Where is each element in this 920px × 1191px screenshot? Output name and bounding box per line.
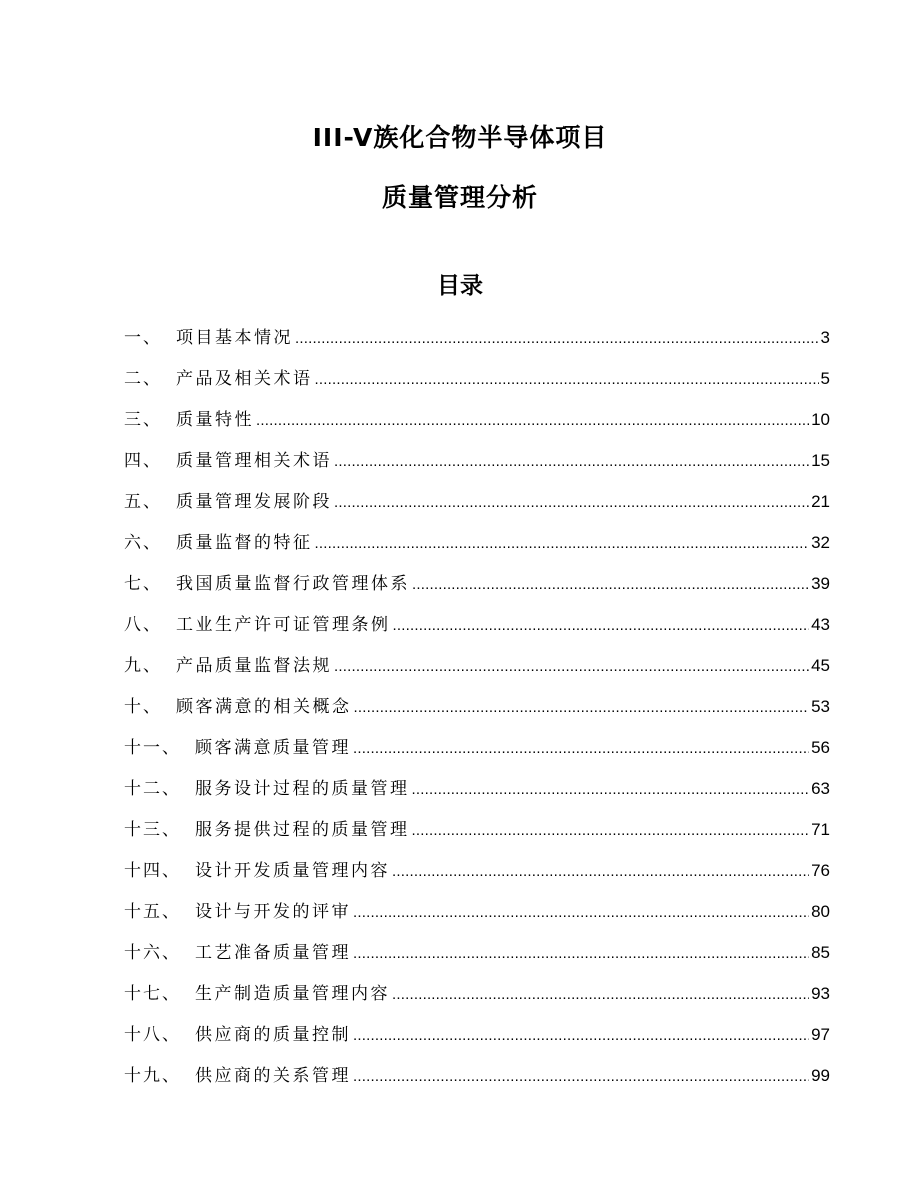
toc-entry-page: 39: [811, 574, 830, 593]
toc-entry-title: 生产制造质量管理内容: [195, 984, 390, 1004]
document-title-line1: III-V族化合物半导体项目: [312, 123, 608, 152]
toc-entry-number: 一、: [124, 328, 162, 348]
toc-entry-page: 45: [811, 656, 830, 675]
toc-entry-title: 供应商的关系管理: [195, 1066, 351, 1086]
toc-entry-page: 99: [811, 1066, 830, 1085]
toc-entry[interactable]: [124, 897, 830, 938]
toc-entry-page: 85: [811, 943, 830, 962]
toc-entry[interactable]: [124, 733, 830, 774]
toc-entry-number: 十七、: [124, 984, 181, 1004]
document-title-line2: 质量管理分析: [381, 183, 538, 212]
toc-entry-number: 十九、: [124, 1066, 181, 1086]
toc-entry-title: 工业生产许可证管理条例: [176, 615, 391, 635]
toc-entry[interactable]: [124, 856, 830, 897]
toc-entry-title: 我国质量监督行政管理体系: [176, 574, 410, 594]
toc-leader-dots: [392, 857, 809, 887]
toc-leader-dots: [334, 447, 809, 477]
toc-entry[interactable]: [124, 774, 830, 815]
toc-entry[interactable]: [124, 323, 830, 364]
toc-entry[interactable]: [124, 610, 830, 651]
toc-entry[interactable]: [124, 1020, 830, 1061]
toc-entry-title: 质量监督的特征: [176, 533, 313, 553]
toc-entry-page: 3: [820, 328, 830, 347]
toc-entry-title: 设计与开发的评审: [195, 902, 351, 922]
toc-leader-dots: [334, 652, 809, 682]
toc-entry-title: 质量特性: [176, 410, 254, 430]
toc-leader-dots: [353, 939, 809, 969]
toc-entry-title: 产品及相关术语: [176, 369, 313, 389]
toc-leader-dots: [315, 365, 819, 395]
toc-entry-page: 21: [811, 492, 830, 511]
toc-leader-dots: [412, 816, 810, 846]
toc-entry-number: 九、: [124, 656, 162, 676]
toc-entry[interactable]: [124, 487, 830, 528]
toc-entry[interactable]: [124, 815, 830, 856]
toc-entry[interactable]: [124, 405, 830, 446]
toc-entry-number: 十二、: [124, 779, 181, 799]
toc-entry[interactable]: [124, 569, 830, 610]
toc-entry-page: 63: [811, 779, 830, 798]
toc-entry-title: 供应商的质量控制: [195, 1025, 351, 1045]
toc-leader-dots: [354, 693, 810, 723]
toc-leader-dots: [353, 898, 809, 928]
toc-entry-page: 80: [811, 902, 830, 921]
toc-leader-dots: [315, 529, 810, 559]
toc-leader-dots: [392, 980, 809, 1010]
toc-entry-title: 服务提供过程的质量管理: [195, 820, 410, 840]
toc-entry-page: 53: [811, 697, 830, 716]
toc-entry[interactable]: [124, 938, 830, 979]
toc-entry-page: 76: [811, 861, 830, 880]
toc-heading: 目录: [437, 273, 483, 299]
toc-entry-page: 71: [811, 820, 830, 839]
toc-entry-title: 设计开发质量管理内容: [195, 861, 390, 881]
toc-entry[interactable]: [124, 692, 830, 733]
toc-leader-dots: [412, 775, 810, 805]
toc-entry-page: 43: [811, 615, 830, 634]
toc-entry-title: 工艺准备质量管理: [195, 943, 351, 963]
toc-entry-number: 八、: [124, 615, 162, 635]
toc-entry-number: 四、: [124, 451, 162, 471]
toc-entry-page: 56: [811, 738, 830, 757]
toc-leader-dots: [393, 611, 810, 641]
toc-entry-number: 十、: [124, 697, 162, 717]
toc-entry-number: 十五、: [124, 902, 181, 922]
toc-leader-dots: [353, 734, 809, 764]
toc-entry-number: 十八、: [124, 1025, 181, 1045]
toc-entry-number: 十六、: [124, 943, 181, 963]
toc-entry-number: 三、: [124, 410, 162, 430]
toc-entry-number: 十三、: [124, 820, 181, 840]
toc-leader-dots: [353, 1021, 809, 1051]
toc-entry[interactable]: [124, 1061, 830, 1102]
table-of-contents: [124, 323, 830, 1102]
toc-entry-number: 二、: [124, 369, 162, 389]
toc-entry-number: 十一、: [124, 738, 181, 758]
toc-entry-page: 97: [811, 1025, 830, 1044]
toc-entry[interactable]: [124, 364, 830, 405]
toc-entry-title: 顾客满意的相关概念: [176, 697, 352, 717]
toc-entry-page: 5: [820, 369, 830, 388]
toc-entry[interactable]: [124, 979, 830, 1020]
toc-entry-page: 15: [811, 451, 830, 470]
toc-leader-dots: [334, 488, 809, 518]
toc-leader-dots: [256, 406, 809, 436]
toc-entry-title: 产品质量监督法规: [176, 656, 332, 676]
toc-entry-number: 五、: [124, 492, 162, 512]
toc-entry-page: 10: [811, 410, 830, 429]
toc-entry[interactable]: [124, 446, 830, 487]
toc-leader-dots: [412, 570, 809, 600]
toc-entry-title: 项目基本情况: [176, 328, 293, 348]
toc-entry-page: 32: [811, 533, 830, 552]
toc-entry-number: 十四、: [124, 861, 181, 881]
toc-entry-title: 质量管理相关术语: [176, 451, 332, 471]
toc-entry[interactable]: [124, 651, 830, 692]
toc-leader-dots: [295, 324, 819, 354]
toc-entry-number: 七、: [124, 574, 162, 594]
toc-entry-page: 93: [811, 984, 830, 1003]
toc-leader-dots: [353, 1062, 809, 1092]
toc-entry-number: 六、: [124, 533, 162, 553]
toc-entry[interactable]: [124, 528, 830, 569]
toc-entry-title: 质量管理发展阶段: [176, 492, 332, 512]
toc-entry-title: 服务设计过程的质量管理: [195, 779, 410, 799]
toc-entry-title: 顾客满意质量管理: [195, 738, 351, 758]
